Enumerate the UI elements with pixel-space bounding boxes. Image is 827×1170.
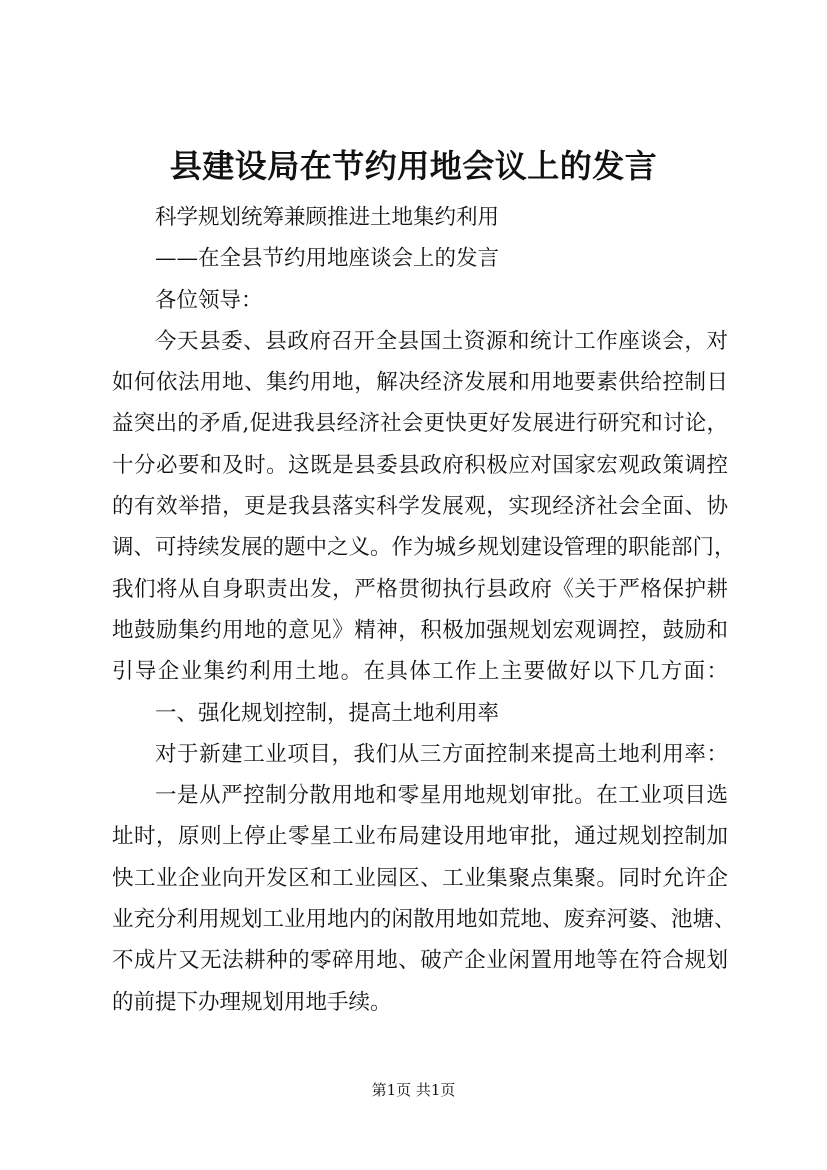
text-line: 的前提下办理规划用地手续。 (112, 989, 392, 1015)
text-line: 对于新建工业项目，我们从三方面控制来提高土地利用率： (155, 741, 728, 767)
document-body (112, 197, 736, 1023)
text-line: 一是从严控制分散用地和零星用地规划审批。在工业项目选 (155, 783, 728, 809)
text-line: 引导企业集约利用土地。在具体工作上主要做好以下几方面： (112, 659, 728, 685)
text-line: 地鼓励集约用地的意见》精神，积极加强规划宏观调控，鼓励和 (112, 617, 728, 643)
text-line: 科学规划统筹兼顾推进土地集约利用 (155, 205, 500, 230)
text-line: 址时，原则上停止零星工业布局建设用地审批，通过规划控制加 (112, 824, 728, 850)
text-line: 各位领导： (155, 287, 263, 313)
text-line: 调、可持续发展的题中之义。作为城乡规划建设管理的职能部门， (112, 535, 736, 561)
text-line: ——在全县节约用地座谈会上的发言 (155, 246, 500, 272)
text-line: 我们将从自身职责出发，严格贯彻执行县政府《关于严格保护耕 (112, 576, 728, 602)
text-line: 业充分利用规划工业用地内的闲散用地如荒地、废弃河婆、池塘、 (112, 907, 736, 933)
text-line: 的有效举措，更是我县落实科学发展观，实现经济社会全面、协 (112, 494, 728, 520)
text-line: 十分必要和及时。这既是县委县政府积极应对国家宏观政策调控 (112, 452, 728, 478)
text-line: 如何依法用地、集约用地，解决经济发展和用地要素供给控制日 (112, 370, 728, 396)
page-footer: 第1页 共1页 (371, 1081, 456, 1099)
text-line: 快工业企业向开发区和工业园区、工业集聚点集聚。同时允许企 (112, 865, 728, 891)
text-line: 益突出的矛盾,促进我县经济社会更快更好发展进行研究和讨论， (112, 411, 728, 437)
text-line: 一、强化规划控制，提高土地利用率 (155, 700, 500, 726)
text-line: 不成片又无法耕种的零碎用地、破产企业闲置用地等在符合规划 (112, 948, 728, 974)
document-title: 县建设局在节约用地会议上的发言 (169, 147, 658, 185)
text-line: 今天县委、县政府召开全县国土资源和统计工作座谈会，对 (155, 328, 728, 354)
